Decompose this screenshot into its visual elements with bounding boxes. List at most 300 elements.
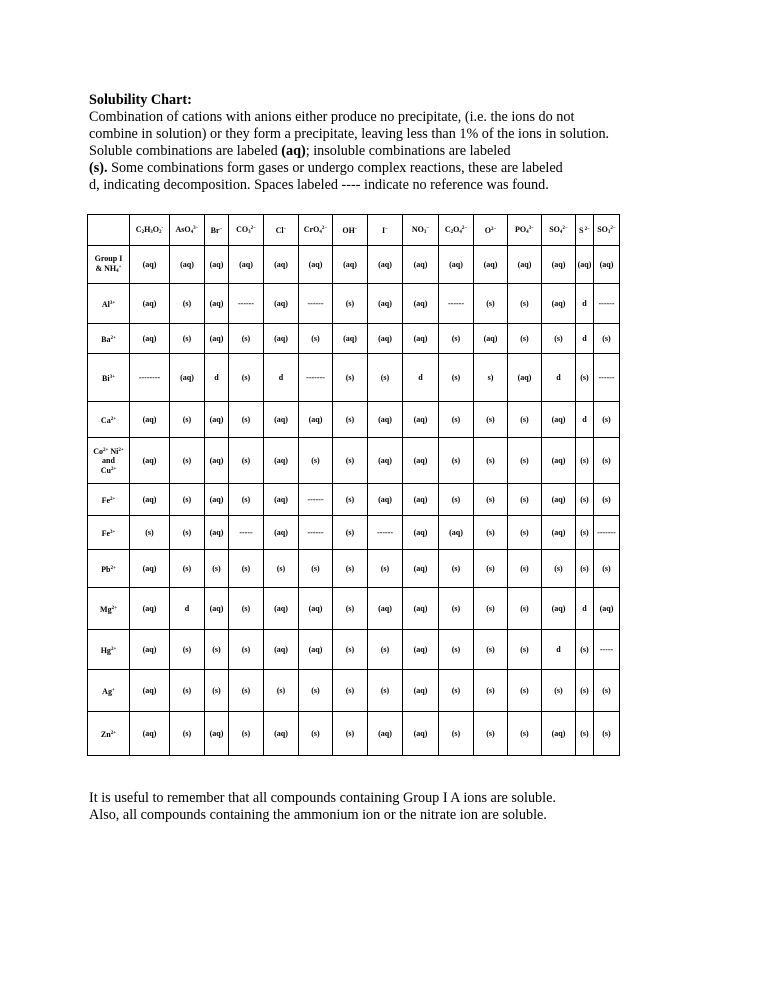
solubility-cell: (aq) bbox=[403, 516, 439, 550]
anion-charge: 2− bbox=[250, 226, 256, 231]
anion-header bbox=[130, 215, 170, 246]
solubility-cell: (aq) bbox=[368, 712, 403, 756]
cation-label: $Al^{3+}$ bbox=[101, 299, 116, 309]
solubility-cell: d bbox=[170, 588, 205, 630]
anion-header bbox=[439, 215, 474, 246]
cation-cell bbox=[88, 670, 130, 712]
solubility-cell: (aq) bbox=[368, 324, 403, 354]
anion-subscript: 4 bbox=[190, 230, 194, 235]
solubility-cell: (aq) bbox=[205, 324, 229, 354]
cation-cell bbox=[88, 246, 130, 284]
solubility-cell: (s) bbox=[594, 712, 620, 756]
solubility-cell: (s) bbox=[508, 670, 542, 712]
solubility-cell: (aq) bbox=[264, 712, 299, 756]
solubility-cell: (s) bbox=[542, 324, 576, 354]
solubility-cell: (aq) bbox=[439, 246, 474, 284]
cation-label: $Pb^{2+}$ bbox=[101, 564, 116, 574]
solubility-cell: (s) bbox=[229, 588, 264, 630]
solubility-cell: (s) bbox=[576, 550, 594, 588]
solubility-cell: (aq) bbox=[508, 246, 542, 284]
solubility-cell: (s) bbox=[170, 402, 205, 438]
anion-formula: PO bbox=[515, 225, 527, 234]
solubility-cell: (aq) bbox=[130, 670, 170, 712]
table-row bbox=[88, 588, 620, 630]
cation-cell bbox=[88, 324, 130, 354]
anion-charge: 2− bbox=[461, 226, 468, 231]
table-row bbox=[88, 516, 620, 550]
solubility-cell: (s) bbox=[368, 354, 403, 402]
solubility-cell: ------ bbox=[594, 284, 620, 324]
cation-label: Group I & $NH_4^+$ bbox=[94, 253, 123, 274]
solubility-cell: (s) bbox=[439, 670, 474, 712]
cation-cell bbox=[88, 354, 130, 402]
solubility-cell: (aq) bbox=[130, 402, 170, 438]
anion-formula: NO bbox=[411, 225, 424, 234]
solubility-cell: (s) bbox=[333, 630, 368, 670]
solubility-cell: (aq) bbox=[130, 588, 170, 630]
anion-subscript: 2 bbox=[141, 230, 145, 235]
solubility-cell: (s) bbox=[439, 712, 474, 756]
anion-header bbox=[576, 215, 594, 246]
table-row bbox=[88, 550, 620, 588]
solubility-cell: (s) bbox=[170, 484, 205, 516]
solubility-cell: (aq) bbox=[542, 438, 576, 484]
intro-paragraph bbox=[89, 92, 729, 194]
solubility-cell: (aq) bbox=[264, 516, 299, 550]
cation-cell bbox=[88, 712, 130, 756]
solubility-cell: ------ bbox=[368, 516, 403, 550]
anion-subscript: 4 bbox=[559, 230, 563, 235]
solubility-cell: (s) bbox=[170, 712, 205, 756]
solubility-cell: (s) bbox=[576, 670, 594, 712]
solubility-cell: (s) bbox=[229, 712, 264, 756]
solubility-cell: (aq) bbox=[474, 246, 508, 284]
anion-formula: H bbox=[144, 225, 151, 234]
anion-formula: CO bbox=[236, 225, 249, 234]
cation-cell bbox=[88, 438, 130, 484]
solubility-cell: (aq) bbox=[264, 324, 299, 354]
solubility-cell: d bbox=[264, 354, 299, 402]
solubility-cell: (s) bbox=[333, 516, 368, 550]
solubility-cell: (aq) bbox=[403, 324, 439, 354]
solubility-cell: (s) bbox=[229, 324, 264, 354]
solubility-cell: (s) bbox=[170, 324, 205, 354]
solubility-cell: (s) bbox=[439, 630, 474, 670]
solubility-cell: (s) bbox=[205, 670, 229, 712]
anion-subscript: 2 bbox=[159, 230, 162, 235]
cation-label: $Ba^{2+}$ bbox=[101, 334, 116, 344]
solubility-cell: ------ bbox=[299, 284, 333, 324]
solubility-cell: (s) bbox=[130, 516, 170, 550]
solubility-cell: (s) bbox=[508, 438, 542, 484]
solubility-cell: (s) bbox=[368, 550, 403, 588]
solubility-cell: (aq) bbox=[205, 516, 229, 550]
solubility-cell: (s) bbox=[205, 630, 229, 670]
solubility-cell: (aq) bbox=[403, 630, 439, 670]
solubility-cell: (aq) bbox=[130, 630, 170, 670]
anion-formula: Br bbox=[210, 225, 220, 235]
solubility-cell: (aq) bbox=[299, 246, 333, 284]
table-row bbox=[88, 284, 620, 324]
solubility-cell: (aq) bbox=[130, 324, 170, 354]
cation-cell bbox=[88, 588, 130, 630]
anion-header bbox=[508, 215, 542, 246]
anion-subscript: 4 bbox=[319, 230, 322, 235]
intro-line bbox=[89, 143, 729, 160]
solubility-cell: d bbox=[576, 284, 594, 324]
solubility-cell: (aq) bbox=[576, 246, 594, 284]
solubility-cell: (s) bbox=[439, 550, 474, 588]
solubility-cell: (aq) bbox=[474, 324, 508, 354]
solubility-cell: (s) bbox=[170, 284, 205, 324]
solubility-cell: (aq) bbox=[333, 246, 368, 284]
solubility-cell: (aq) bbox=[299, 588, 333, 630]
solubility-cell: (aq) bbox=[130, 550, 170, 588]
anion-formula: O bbox=[453, 225, 460, 234]
solubility-cell: (s) bbox=[229, 484, 264, 516]
anion-subscript: 3 bbox=[150, 230, 153, 235]
solubility-cell: (s) bbox=[594, 550, 620, 588]
solubility-cell: (s) bbox=[229, 354, 264, 402]
solubility-cell: (s) bbox=[170, 670, 205, 712]
solubility-cell: (s) bbox=[508, 284, 542, 324]
solubility-cell: (s) bbox=[333, 550, 368, 588]
solubility-cell: ------ bbox=[229, 284, 264, 324]
solubility-cell: (s) bbox=[576, 354, 594, 402]
solubility-cell: (s) bbox=[508, 402, 542, 438]
solubility-cell: (s) bbox=[299, 324, 333, 354]
footer-note bbox=[89, 790, 729, 824]
solubility-cell: ------- bbox=[299, 354, 333, 402]
anion-subscript: 3 bbox=[607, 230, 611, 235]
cation-label: $Fe^{2+}$ bbox=[101, 495, 116, 505]
solubility-cell: (s) bbox=[229, 402, 264, 438]
cation-label: $Ca^{2+}$ bbox=[100, 415, 117, 425]
solubility-cell: (aq) bbox=[542, 246, 576, 284]
solubility-cell: (aq) bbox=[542, 484, 576, 516]
table-row bbox=[88, 438, 620, 484]
solubility-cell: (aq) bbox=[368, 284, 403, 324]
solubility-cell: (s) bbox=[170, 438, 205, 484]
cation-label: $Fe^{3+}$ bbox=[101, 528, 116, 538]
anion-subscript: 2 bbox=[450, 230, 454, 235]
anion-formula: O bbox=[152, 225, 160, 234]
solubility-cell: (aq) bbox=[542, 588, 576, 630]
solubility-cell: (s) bbox=[368, 670, 403, 712]
solubility-cell: s) bbox=[474, 354, 508, 402]
anion-header bbox=[474, 215, 508, 246]
solubility-cell: -------- bbox=[130, 354, 170, 402]
anion-charge: 2− bbox=[583, 226, 591, 232]
solubility-cell: ------ bbox=[299, 516, 333, 550]
solubility-cell: (s) bbox=[508, 630, 542, 670]
solubility-cell: (s) bbox=[333, 402, 368, 438]
solubility-cell: (aq) bbox=[264, 438, 299, 484]
anion-charge: − bbox=[219, 226, 223, 232]
solubility-cell: (s) bbox=[229, 550, 264, 588]
solubility-cell: (aq) bbox=[229, 246, 264, 284]
solubility-cell: (aq) bbox=[264, 402, 299, 438]
solubility-cell: ------ bbox=[439, 284, 474, 324]
solubility-cell: (s) bbox=[264, 550, 299, 588]
solubility-cell: (s) bbox=[333, 284, 368, 324]
solubility-cell: (s) bbox=[333, 354, 368, 402]
anion-formula: AsO bbox=[175, 225, 191, 234]
anion-formula: S bbox=[578, 225, 584, 235]
anion-formula: O bbox=[484, 225, 491, 235]
solubility-cell: (s) bbox=[229, 438, 264, 484]
anion-charge: 3− bbox=[193, 226, 199, 231]
solubility-cell: (aq) bbox=[403, 670, 439, 712]
anion-header bbox=[542, 215, 576, 246]
solubility-cell: (aq) bbox=[205, 588, 229, 630]
solubility-cell: (s) bbox=[508, 516, 542, 550]
anion-header bbox=[264, 215, 299, 246]
solubility-cell: (aq) bbox=[130, 284, 170, 324]
solubility-cell: (s) bbox=[576, 438, 594, 484]
solubility-cell: (aq) bbox=[594, 588, 620, 630]
solubility-cell: d bbox=[542, 630, 576, 670]
solubility-cell: (aq) bbox=[594, 246, 620, 284]
solubility-cell: d bbox=[542, 354, 576, 402]
table-row bbox=[88, 354, 620, 402]
anion-formula: SO bbox=[597, 225, 608, 234]
solubility-cell: (aq) bbox=[403, 588, 439, 630]
solubility-cell: (s) bbox=[508, 712, 542, 756]
solubility-cell: (s) bbox=[594, 402, 620, 438]
note-line: Also, all compounds containing the ammonium ion or the nitrate ion are soluble. bbox=[89, 807, 547, 823]
solubility-cell: (aq) bbox=[542, 402, 576, 438]
solubility-cell: (s) bbox=[333, 670, 368, 712]
solubility-cell: (aq) bbox=[368, 246, 403, 284]
solubility-cell: (s) bbox=[542, 670, 576, 712]
solubility-cell: (aq) bbox=[403, 246, 439, 284]
solubility-cell: d bbox=[576, 588, 594, 630]
solubility-cell: (s) bbox=[439, 354, 474, 402]
table-row bbox=[88, 712, 620, 756]
solubility-cell: (s) bbox=[474, 516, 508, 550]
solubility-cell: (s) bbox=[474, 588, 508, 630]
anion-formula: SO bbox=[549, 225, 560, 234]
anion-charge: - bbox=[161, 226, 164, 231]
anion-charge: − bbox=[385, 226, 388, 232]
solubility-cell: d bbox=[576, 402, 594, 438]
anion-charge: 2− bbox=[490, 226, 497, 232]
anion-subscript: 3 bbox=[248, 230, 251, 235]
solubility-cell: (s) bbox=[299, 670, 333, 712]
solubility-cell: (s) bbox=[576, 712, 594, 756]
solubility-cell: (s) bbox=[594, 670, 620, 712]
anion-header bbox=[333, 215, 368, 246]
table-row bbox=[88, 484, 620, 516]
cation-label: $Hg^{2+}$ bbox=[100, 645, 117, 655]
solubility-cell: (s) bbox=[333, 712, 368, 756]
table-row bbox=[88, 246, 620, 284]
anion-formula: Cl bbox=[275, 225, 284, 235]
solubility-cell: (aq) bbox=[205, 438, 229, 484]
solubility-cell: (aq) bbox=[333, 324, 368, 354]
anion-header bbox=[229, 215, 264, 246]
solubility-cell: (s) bbox=[474, 284, 508, 324]
solubility-cell: (s) bbox=[333, 438, 368, 484]
solubility-cell: (s) bbox=[170, 550, 205, 588]
solubility-cell: (aq) bbox=[130, 712, 170, 756]
solubility-cell: (s) bbox=[474, 630, 508, 670]
solubility-cell: (s) bbox=[474, 712, 508, 756]
anion-charge: 3− bbox=[528, 226, 534, 231]
table-row bbox=[88, 630, 620, 670]
solubility-cell: (aq) bbox=[542, 712, 576, 756]
corner-cell bbox=[88, 215, 130, 246]
solubility-cell: (s) bbox=[368, 630, 403, 670]
cation-cell bbox=[88, 402, 130, 438]
intro-line: d, indicating decomposition. Spaces labeled ---- indicate no reference was found. bbox=[89, 177, 549, 193]
anion-formula: OH bbox=[342, 225, 355, 235]
solubility-cell: (aq) bbox=[264, 284, 299, 324]
anion-charge: 2− bbox=[562, 226, 568, 231]
cation-cell bbox=[88, 284, 130, 324]
anion-subscript: 3 bbox=[423, 230, 427, 235]
anion-header bbox=[170, 215, 205, 246]
intro-text: ; insoluble combinations are labeled bbox=[305, 143, 511, 159]
aq-label: (aq) bbox=[281, 143, 306, 159]
solubility-cell: ------- bbox=[594, 516, 620, 550]
anion-header bbox=[368, 215, 403, 246]
solubility-cell: (aq) bbox=[403, 712, 439, 756]
solubility-cell: (s) bbox=[508, 484, 542, 516]
solubility-cell: (s) bbox=[439, 402, 474, 438]
solubility-cell: (aq) bbox=[205, 484, 229, 516]
s-label: (s). bbox=[89, 160, 108, 176]
table-row bbox=[88, 670, 620, 712]
solubility-cell: (s) bbox=[333, 484, 368, 516]
anion-header bbox=[205, 215, 229, 246]
intro-text: Soluble combinations are labeled bbox=[89, 143, 282, 159]
solubility-cell: (aq) bbox=[403, 484, 439, 516]
solubility-cell: (aq) bbox=[205, 402, 229, 438]
solubility-cell: (aq) bbox=[205, 246, 229, 284]
solubility-cell: (s) bbox=[576, 516, 594, 550]
solubility-cell: (s) bbox=[439, 438, 474, 484]
solubility-cell: (aq) bbox=[368, 484, 403, 516]
solubility-cell: (s) bbox=[205, 550, 229, 588]
solubility-cell: (s) bbox=[474, 438, 508, 484]
solubility-cell: d bbox=[403, 354, 439, 402]
solubility-cell: (aq) bbox=[205, 712, 229, 756]
anion-header bbox=[403, 215, 439, 246]
solubility-cell: ----- bbox=[229, 516, 264, 550]
solubility-cell: (aq) bbox=[542, 516, 576, 550]
solubility-cell: (aq) bbox=[264, 588, 299, 630]
solubility-cell: (s) bbox=[299, 712, 333, 756]
solubility-cell: (aq) bbox=[130, 246, 170, 284]
solubility-cell: (s) bbox=[474, 550, 508, 588]
solubility-cell: (s) bbox=[576, 484, 594, 516]
anion-subscript: 4 bbox=[526, 230, 529, 235]
anion-charge: − bbox=[283, 226, 287, 232]
intro-line bbox=[89, 160, 729, 177]
solubility-cell: (s) bbox=[299, 550, 333, 588]
solubility-cell: (s) bbox=[594, 484, 620, 516]
solubility-cell: (s) bbox=[594, 324, 620, 354]
solubility-cell: (aq) bbox=[403, 402, 439, 438]
solubility-cell: (s) bbox=[542, 550, 576, 588]
intro-line: Combination of cations with anions either produce no precipitate, (i.e. the ions do not bbox=[89, 109, 575, 125]
solubility-cell: (aq) bbox=[299, 402, 333, 438]
solubility-cell: (s) bbox=[439, 588, 474, 630]
anion-header-row bbox=[88, 215, 620, 246]
cation-label: $Bi^{3+}$ bbox=[102, 373, 115, 383]
cation-label: $Zn^{2+}$ bbox=[100, 729, 117, 739]
solubility-cell: (aq) bbox=[403, 550, 439, 588]
solubility-cell: ------ bbox=[594, 354, 620, 402]
solubility-cell: (aq) bbox=[403, 284, 439, 324]
solubility-cell: (aq) bbox=[130, 484, 170, 516]
solubility-cell: (s) bbox=[170, 516, 205, 550]
solubility-cell: (s) bbox=[264, 670, 299, 712]
solubility-cell: (aq) bbox=[205, 284, 229, 324]
solubility-cell: (aq) bbox=[264, 630, 299, 670]
solubility-cell: (s) bbox=[594, 438, 620, 484]
solubility-cell: ------ bbox=[299, 484, 333, 516]
anion-charge: 2− bbox=[610, 226, 616, 231]
solubility-cell: (aq) bbox=[299, 630, 333, 670]
cation-label: $Co^{2+}$ $Ni^{2+}$ and $Cu^{2+}$ bbox=[93, 447, 124, 475]
solubility-cell: (s) bbox=[229, 670, 264, 712]
cation-cell bbox=[88, 516, 130, 550]
anion-formula: C bbox=[444, 225, 451, 234]
table-row bbox=[88, 324, 620, 354]
solubility-cell: (aq) bbox=[403, 438, 439, 484]
table-row bbox=[88, 402, 620, 438]
solubility-cell: (aq) bbox=[264, 246, 299, 284]
anion-charge: 2− bbox=[321, 226, 328, 231]
solubility-cell: (aq) bbox=[130, 438, 170, 484]
solubility-cell: (s) bbox=[439, 484, 474, 516]
anion-formula: I bbox=[382, 225, 386, 235]
solubility-cell: (s) bbox=[474, 484, 508, 516]
solubility-cell: (aq) bbox=[368, 402, 403, 438]
cation-label: Ag+ bbox=[102, 686, 115, 696]
solubility-cell: d bbox=[205, 354, 229, 402]
solubility-cell: (s) bbox=[299, 438, 333, 484]
solubility-cell: d bbox=[576, 324, 594, 354]
solubility-cell: (s) bbox=[170, 630, 205, 670]
cation-cell bbox=[88, 550, 130, 588]
solubility-cell: (s) bbox=[508, 588, 542, 630]
solubility-cell: (aq) bbox=[170, 354, 205, 402]
solubility-cell: (aq) bbox=[368, 588, 403, 630]
cation-cell bbox=[88, 484, 130, 516]
solubility-cell: (aq) bbox=[170, 246, 205, 284]
solubility-cell: (s) bbox=[474, 670, 508, 712]
solubility-cell: (s) bbox=[439, 324, 474, 354]
solubility-cell: (s) bbox=[333, 588, 368, 630]
anion-charge: − bbox=[354, 226, 358, 232]
intro-text: Some combinations form gases or undergo complex reactions, these are labeled bbox=[107, 160, 563, 176]
chart-title: Solubility Chart: bbox=[89, 92, 192, 108]
anion-formula: CrO bbox=[303, 225, 320, 234]
solubility-table bbox=[87, 214, 620, 756]
solubility-cell: (aq) bbox=[508, 354, 542, 402]
solubility-cell: (s) bbox=[576, 630, 594, 670]
solubility-cell: (aq) bbox=[264, 484, 299, 516]
anion-subscript: 4 bbox=[459, 230, 462, 235]
note-line: It is useful to remember that all compounds containing Group I A ions are soluble. bbox=[89, 790, 556, 806]
solubility-cell: (aq) bbox=[439, 516, 474, 550]
anion-formula: C bbox=[135, 225, 142, 234]
solubility-cell: ----- bbox=[594, 630, 620, 670]
